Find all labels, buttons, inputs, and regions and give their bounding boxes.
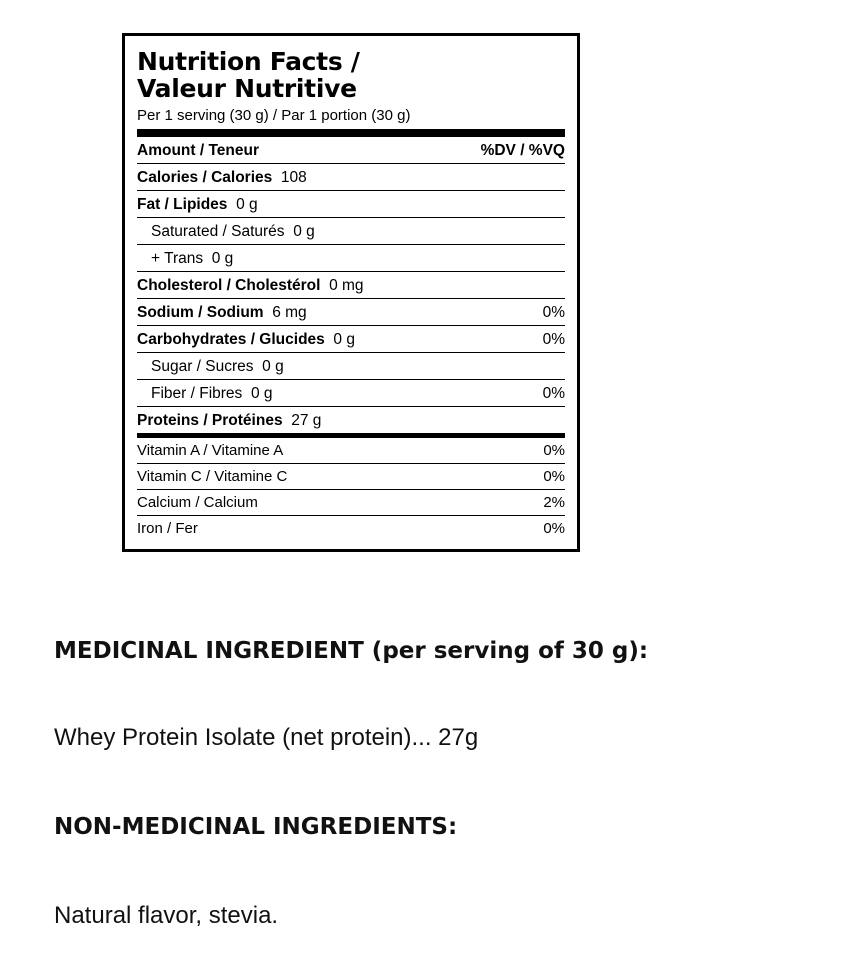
row-label: Iron / Fer: [137, 520, 198, 537]
row-label: Calories / Calories: [137, 169, 273, 186]
spacer: [54, 666, 794, 722]
row-label: Fiber / Fibres: [151, 385, 243, 402]
row-value: 0 g: [293, 223, 315, 240]
header-amount-label: Amount / Teneur: [137, 142, 259, 159]
row-dv: 0%: [542, 331, 565, 348]
row-label: Sugar / Sucres: [151, 358, 254, 375]
row-dv: 0%: [543, 442, 565, 459]
row-label: Cholesterol / Cholestérol: [137, 277, 321, 294]
spacer: [54, 842, 794, 900]
nutrition-facts-title: [137, 48, 565, 102]
table-row: [137, 380, 565, 406]
row-dv: 0%: [543, 468, 565, 485]
row-label: + Trans: [151, 250, 204, 267]
row-label: Carbohydrates / Glucides: [137, 331, 325, 348]
table-row: [137, 245, 565, 271]
row-label: Proteins / Protéines: [137, 412, 283, 429]
table-row: [137, 516, 565, 541]
title-line-2: Valeur Nutritive: [137, 74, 357, 103]
table-row: [137, 353, 565, 379]
table-row: [137, 490, 565, 515]
table-row: [137, 326, 565, 352]
row-dv: 0%: [542, 385, 565, 402]
table-row: [137, 164, 565, 190]
medicinal-ingredient-text: Whey Protein Isolate (net protein)... 27g: [54, 724, 479, 751]
table-row: [137, 218, 565, 244]
row-value: 0 g: [236, 196, 258, 213]
spacer: [54, 754, 794, 812]
row-value: 0 g: [333, 331, 355, 348]
table-row: [137, 191, 565, 217]
row-value: 108: [280, 169, 307, 186]
non-medicinal-ingredients-text: Natural flavor, stevia.: [54, 902, 279, 929]
nutrition-facts-panel: [122, 33, 580, 552]
table-row: [137, 272, 565, 298]
row-dv: 0%: [543, 520, 565, 537]
table-header-row: [137, 137, 565, 163]
table-row: [137, 407, 565, 433]
row-label: Saturated / Saturés: [151, 223, 285, 240]
row-label: Vitamin C / Vitamine C: [137, 468, 288, 485]
row-label: Sodium / Sodium: [137, 304, 264, 321]
divider-thick-top: [137, 129, 565, 137]
title-line-1: Nutrition Facts /: [137, 47, 360, 76]
row-value: 0 mg: [329, 277, 364, 294]
row-label: Fat / Lipides: [137, 196, 228, 213]
medicinal-ingredient-heading: MEDICINAL INGREDIENT (per serving of 30 g):: [54, 638, 649, 664]
row-value: 0 g: [211, 250, 234, 267]
row-dv: 0%: [542, 304, 565, 321]
header-dv-label: %DV / %VQ: [480, 142, 565, 159]
row-label: Vitamin A / Vitamine A: [137, 442, 284, 459]
serving-size-text: Per 1 serving (30 g) / Par 1 portion (30 g): [137, 107, 411, 124]
table-row: [137, 464, 565, 489]
row-value: 0 g: [250, 385, 273, 402]
table-row: [137, 299, 565, 325]
non-medicinal-ingredients-heading: NON-MEDICINAL INGREDIENTS:: [54, 814, 458, 840]
row-dv: 2%: [543, 494, 565, 511]
row-label: Calcium / Calcium: [137, 494, 258, 511]
row-value: 6 mg: [272, 304, 307, 321]
ingredients-section: [54, 636, 794, 932]
row-value: 27 g: [291, 412, 322, 429]
table-row: [137, 438, 565, 463]
row-value: 0 g: [262, 358, 284, 375]
